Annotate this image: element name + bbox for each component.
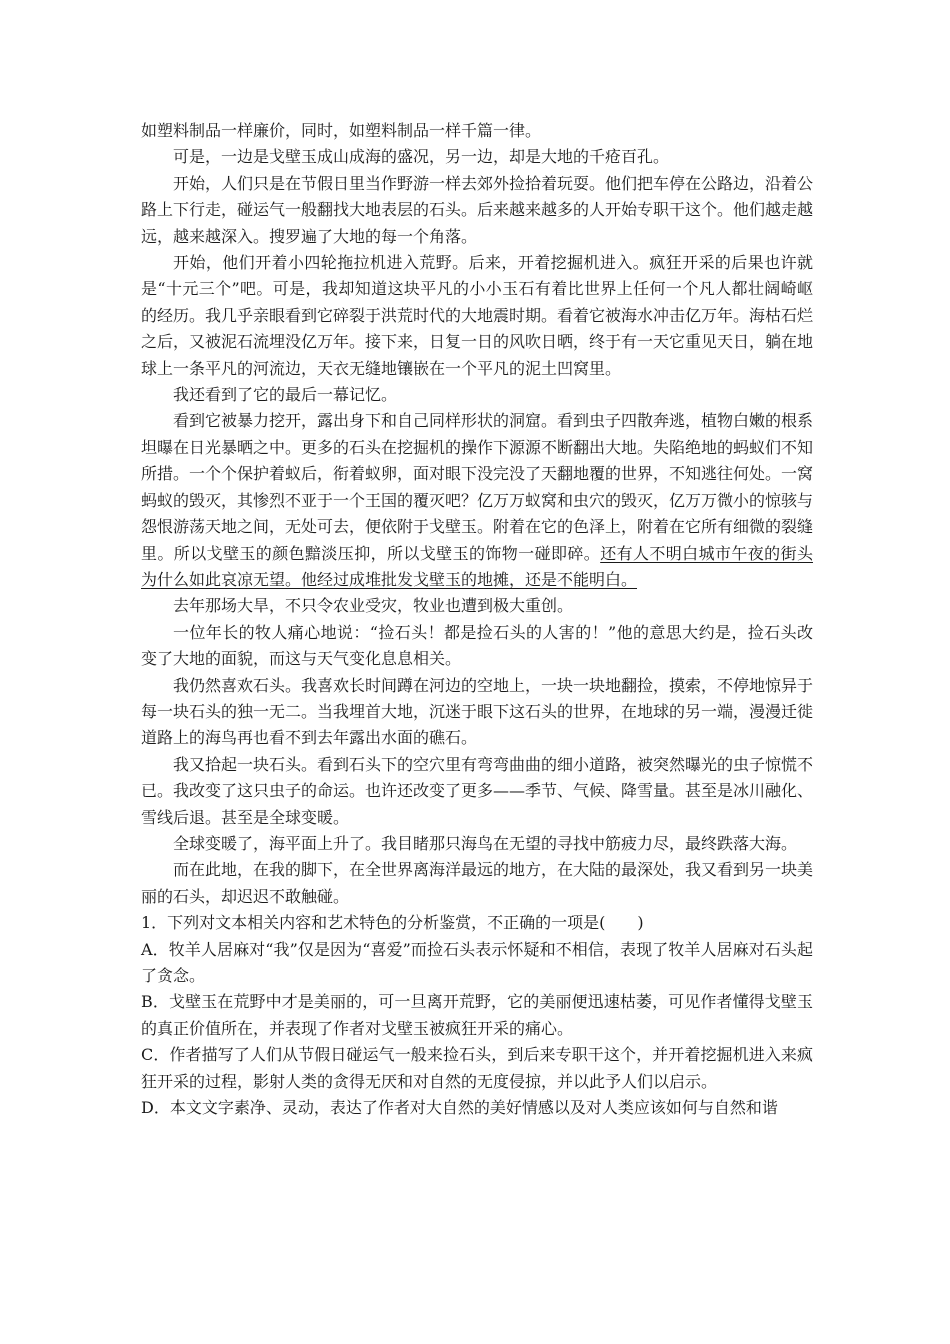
paragraph-3: 开始，人们只是在节假日里当作野游一样去郊外捡拾着玩耍。他们把车停在公路边，沿着公路上下行走，碰运气一般翻找大地表层的石头。后来越来越多的人开始专职干这个。他们越走越远，越来越深入。搜罗遍了大地的每一个角落。 — [141, 173, 814, 246]
paragraph-4: 开始，他们开着小四轮拖拉机进入荒野。后来，开着挖掘机进入。疯狂开采的后果也许就是“十元三个”吧。可是，我却知道这块平凡的小小玉石有着比世界上任何一个凡人都壮阔崎岖的经历。我几乎亲眼看到它碎裂于洪荒时代的大地震时期。看着它被海水冲击亿万年。海枯石烂之后，又被泥石流埋没亿万年。接下来，日复一日的风吹日晒，终于有一天它重见天日，躺在地球上一条平凡的河流边，天衣无缝地镶嵌在一个平凡的泥土凹窝里。 — [141, 253, 814, 378]
question-stem: 1．下列对文本相关内容和艺术特色的分析鉴赏，不正确的一项是( ) — [141, 913, 644, 933]
paragraph-underlined — [141, 408, 813, 593]
option-b: B．戈壁玉在荒野中才是美丽的，可一旦离开荒野，它的美丽便迅速枯萎，可见作者懂得戈壁玉的真正价值所在，并表现了作者对戈壁玉被疯狂开采的痛心。 — [141, 992, 813, 1038]
paragraph-7: 去年那场大旱，不只令农业受灾，牧业也遭到极大重创。 — [173, 596, 574, 616]
paragraph-plain-text: 看到它被暴力挖开，露出身下和自己同样形状的洞窟。看到虫子四散奔逃，植物白嫩的根系坦曝在日光暴晒之中。更多的石头在挖掘机的操作下源源不断翻出大地。失陷绝地的蚂蚁们不知所措。一个个保护着蚁后，衔着蚁卵，面对眼下没完没了天翻地覆的世界，不知逃往何处。一窝蚂蚁的毁灭，其惨烈不亚于一个王国的覆灭吧？亿万万蚁窝和虫穴的毁灭，亿万万微小的惊骇与怨恨游荡天地之间，无处可去，便依附于戈壁玉。附着在它的色泽上，附着在它所有细微的裂缝里。所以戈壁玉的颜色黯淡压抑，所以戈壁玉的饰物一碰即碎。 — [141, 411, 814, 563]
underlined-sentence: 还有人不明白城市午夜的街头为什么如此哀凉无望。他经过成堆批发戈壁玉的地摊，还是不能明白。 — [141, 543, 813, 589]
paragraph-11: 全球变暖了，海平面上升了。我目睹那只海鸟在无望的寻找中筋疲力尽，最终跌落大海。 — [173, 833, 798, 853]
option-d: D．本文文字素净、灵动，表达了作者对大自然的美好情感以及对人类应该如何与自然和谐 — [141, 1098, 778, 1118]
paragraph-12: 而在此地，在我的脚下，在全世界离海洋最远的地方，在大陆的最深处，我又看到另一块美丽的石头，却迟迟不敢触碰。 — [141, 860, 814, 906]
option-c: C．作者描写了人们从节假日碰运气一般来捡石头，到后来专职干这个，并开着挖掘机进入来疯狂开采的过程，影射人类的贪得无厌和对自然的无度侵掠，并以此予人们以启示。 — [141, 1045, 813, 1091]
paragraph-5: 我还看到了它的最后一幕记忆。 — [173, 385, 398, 405]
document-body — [141, 118, 813, 1121]
option-a: A．牧羊人居麻对“我”仅是因为“喜爱”而捡石头表示怀疑和不相信，表现了牧羊人居麻对石头起了贪念。 — [141, 939, 813, 985]
paragraph-10: 我又拾起一块石头。看到石头下的空穴里有弯弯曲曲的细小道路，被突然曝光的虫子惊慌不已。我改变了这只虫子的命运。也许还改变了更多——季节、气候、降雪量。甚至是冰川融化、雪线后退。甚至是全球变暖。 — [141, 754, 814, 827]
paragraph-8: 一位年长的牧人痛心地说：“捡石头！都是捡石头的人害的！”他的意思大约是，捡石头改变了大地的面貌，而这与天气变化息息相关。 — [141, 622, 813, 669]
paragraph-9: 我仍然喜欢石头。我喜欢长时间蹲在河边的空地上，一块一块地翻捡，摸索，不停地惊异于每一块石头的独一无二。当我埋首大地，沉迷于眼下这石头的世界，在地球的另一端，漫漫迁徙道路上的海鸟再也看不到去年露出水面的礁石。 — [141, 675, 814, 748]
paragraph-2: 可是，一边是戈壁玉成山成海的盛况，另一边，却是大地的千疮百孔。 — [173, 147, 670, 167]
paragraph-1: 如塑料制品一样廉价，同时，如塑料制品一样千篇一律。 — [141, 121, 542, 140]
